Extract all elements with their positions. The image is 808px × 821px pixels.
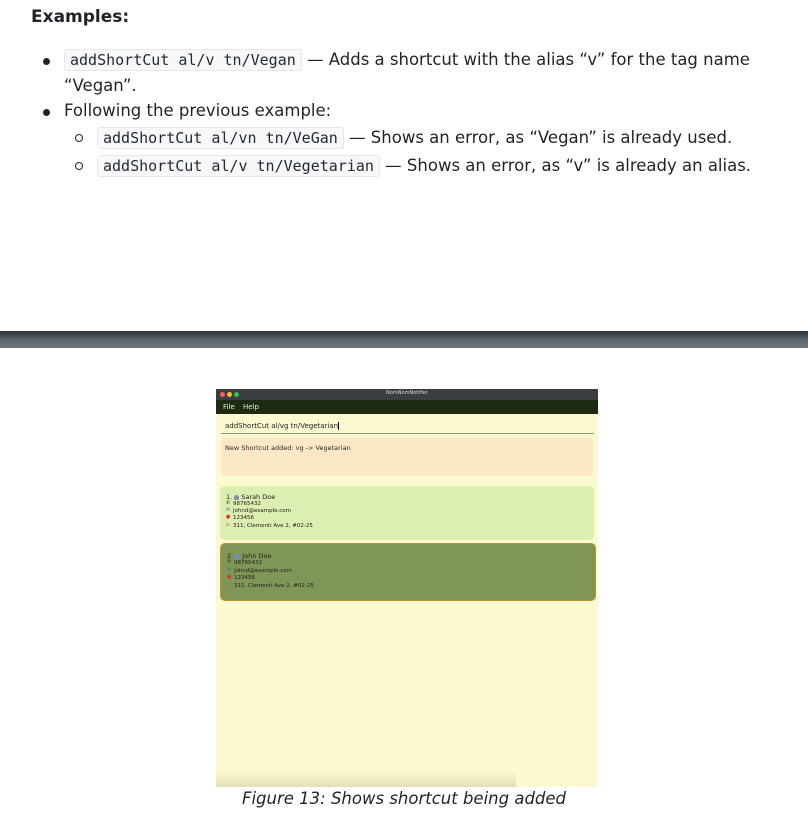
bullet-icon [43,109,50,116]
result-text: New Shortcut added: vg -> Vegetarian [225,444,351,452]
location-pin-icon: ● [227,574,232,580]
person-address: 311, Clementi Ave 2, #02-25 [234,583,314,589]
person-phone-row [227,560,262,566]
section-divider [0,331,808,348]
example-item-2: Following the previous example: [64,101,332,120]
sub-example-1 [97,127,732,149]
bullet-icon [43,58,50,65]
text-caret [338,422,339,430]
bottom-shadow [216,771,516,787]
person-index: 2. [227,552,234,560]
phone-icon: ✆ [227,559,232,565]
sub-example-text-2: — Shows an error, as “v” is already an alias. [379,156,752,175]
user-icon [235,554,240,559]
email-icon: ✉ [226,507,231,513]
user-icon [234,495,239,500]
sub-bullet-icon [75,162,83,170]
person-address-row [226,523,313,529]
person-name-row [227,552,271,560]
sub-example-code-1: addShortCut al/vn tn/VeGan [97,127,344,149]
home-icon: ⌂ [227,582,231,588]
person-email-row [226,508,291,514]
person-address-row [227,583,314,589]
person-email-row [227,568,292,574]
person-postal-row [226,515,254,521]
person-phone: 98765432 [234,560,262,566]
sub-example-2 [97,155,751,177]
window-titlebar [216,389,598,400]
command-input[interactable]: addShortCut al/vg tn/Vegetarian [225,422,339,430]
person-name: Sarah Doe [241,493,276,501]
person-name: John Doe [242,552,272,560]
figure-caption: Figure 13: Shows shortcut being added [241,789,567,808]
person-card[interactable] [220,486,594,540]
doc-heading: Examples: [31,7,130,27]
menu-bar [216,400,598,414]
phone-icon: ✆ [226,500,231,506]
sub-bullet-icon [75,134,83,142]
home-icon: ⌂ [226,522,230,528]
example-item-1 [64,49,750,71]
menu-file[interactable]: File [223,403,235,411]
command-box[interactable] [225,422,339,430]
person-phone-row [226,501,261,507]
person-index: 1. [226,493,233,501]
command-underline [221,433,594,434]
menu-help[interactable]: Help [243,403,259,411]
email-icon: ✉ [227,567,232,573]
example-code-1: addShortCut al/v tn/Vegan [64,49,302,71]
sub-example-text-1: — Shows an error, as “Vegan” is already used. [343,128,733,147]
person-email: johnd@example.com [234,568,293,574]
person-phone: 98765432 [233,501,261,507]
person-name-row [226,493,275,501]
example-text-1-cont: “Vegan”. [64,76,137,95]
person-email: johnd@example.com [233,508,292,514]
person-address: 311, Clementi Ave 2, #02-25 [233,523,313,529]
person-postal-row [227,575,255,581]
example-text-1: — Adds a shortcut with the alias “v” for the tag name [301,50,750,69]
result-display [221,438,593,476]
examples-list [0,0,808,200]
person-postal: 123456 [234,575,255,581]
app-screenshot [216,389,598,787]
person-postal: 123456 [233,515,254,521]
sub-example-code-2: addShortCut al/v tn/Vegetarian [97,155,380,177]
location-pin-icon: ● [226,514,231,520]
person-card-selected[interactable] [220,543,596,601]
window-title: NomNomNotifier [386,390,428,396]
